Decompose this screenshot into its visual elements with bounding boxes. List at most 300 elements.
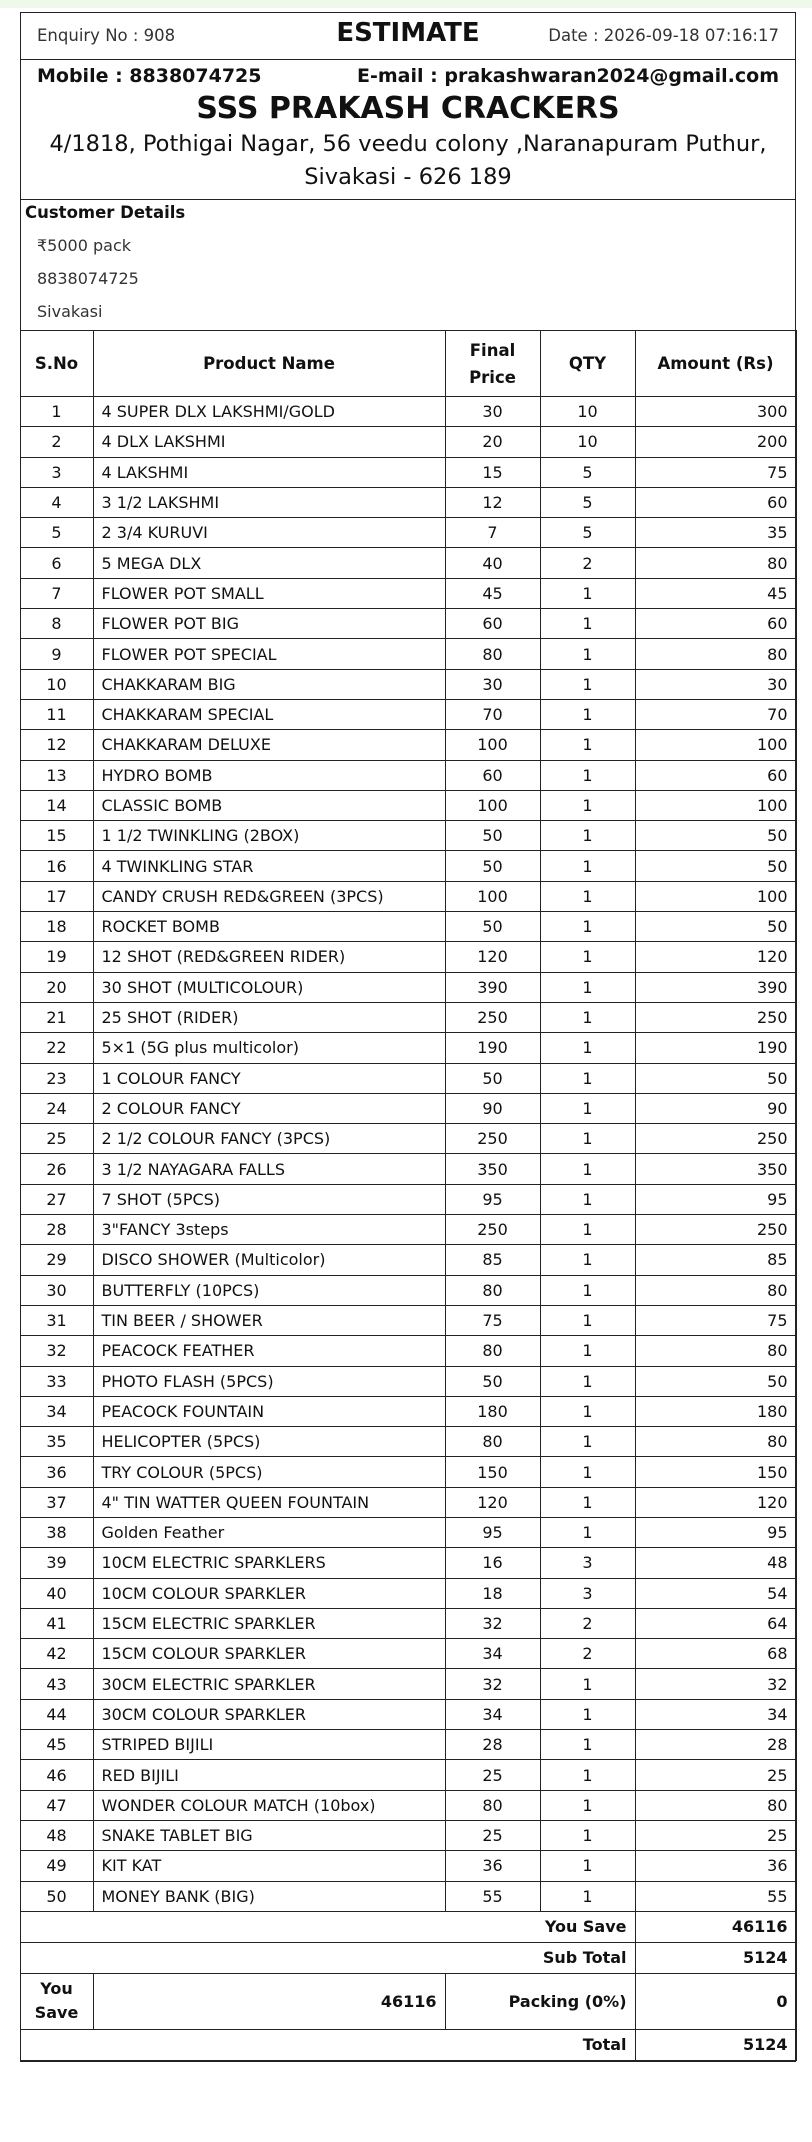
cell-product-name: TRY COLOUR (5PCS) (93, 1457, 445, 1487)
cell-amount: 300 (635, 397, 796, 427)
cell-sno: 1 (20, 397, 93, 427)
cell-amount: 200 (635, 427, 796, 457)
cell-final-price: 250 (445, 1215, 540, 1245)
table-row (20, 518, 796, 548)
cell-qty: 1 (540, 1396, 635, 1426)
header-product-name: Product Name (93, 331, 445, 397)
cell-qty: 1 (540, 1124, 635, 1154)
cell-sno: 42 (20, 1639, 93, 1669)
cell-qty: 1 (540, 1033, 635, 1063)
cell-amount: 350 (635, 1154, 796, 1184)
cell-product-name: 5 MEGA DLX (93, 548, 445, 578)
cell-qty: 1 (540, 730, 635, 760)
cell-qty: 1 (540, 1730, 635, 1760)
cell-final-price: 50 (445, 851, 540, 881)
cell-qty: 1 (540, 790, 635, 820)
packing-value: 0 (635, 1973, 796, 2029)
cell-amount: 95 (635, 1184, 796, 1214)
table-row (20, 1851, 796, 1881)
cell-qty: 1 (540, 1215, 635, 1245)
cell-qty: 1 (540, 609, 635, 639)
email-address: E-mail : prakashwaran2024@gmail.com (357, 65, 779, 87)
cell-sno: 7 (20, 578, 93, 608)
cell-product-name: 2 3/4 KURUVI (93, 518, 445, 548)
cell-amount: 60 (635, 487, 796, 517)
cell-product-name: 15CM COLOUR SPARKLER (93, 1639, 445, 1669)
cell-sno: 47 (20, 1790, 93, 1820)
cell-product-name: ROCKET BOMB (93, 912, 445, 942)
cell-product-name: 10CM ELECTRIC SPARKLERS (93, 1548, 445, 1578)
table-row (20, 972, 796, 1002)
cell-final-price: 55 (445, 1881, 540, 1911)
cell-final-price: 85 (445, 1245, 540, 1275)
cell-product-name: CHAKKARAM BIG (93, 669, 445, 699)
cell-sno: 20 (20, 972, 93, 1002)
cell-product-name: 12 SHOT (RED&GREEN RIDER) (93, 942, 445, 972)
cell-final-price: 30 (445, 397, 540, 427)
table-row (20, 1487, 796, 1517)
cell-final-price: 32 (445, 1608, 540, 1638)
contact-row (21, 59, 795, 90)
cell-amount: 45 (635, 578, 796, 608)
cell-final-price: 120 (445, 942, 540, 972)
cell-amount: 64 (635, 1608, 796, 1638)
table-header-row (20, 331, 796, 397)
cell-product-name: CLASSIC BOMB (93, 790, 445, 820)
cell-sno: 4 (20, 487, 93, 517)
table-row (20, 427, 796, 457)
cell-amount: 48 (635, 1548, 796, 1578)
cell-amount: 25 (635, 1820, 796, 1850)
cell-amount: 28 (635, 1730, 796, 1760)
cell-sno: 30 (20, 1275, 93, 1305)
cell-qty: 1 (540, 881, 635, 911)
you-save-left-value: 46116 (93, 1973, 445, 2029)
table-row (20, 1093, 796, 1123)
cell-qty: 5 (540, 487, 635, 517)
cell-qty: 1 (540, 1184, 635, 1214)
top-strip (0, 0, 812, 8)
cell-amount: 50 (635, 821, 796, 851)
cell-product-name: 10CM COLOUR SPARKLER (93, 1578, 445, 1608)
cell-product-name: CHAKKARAM DELUXE (93, 730, 445, 760)
cell-amount: 50 (635, 1063, 796, 1093)
cell-amount: 80 (635, 548, 796, 578)
cell-amount: 30 (635, 669, 796, 699)
total-label: Total (20, 2029, 635, 2060)
cell-qty: 1 (540, 1154, 635, 1184)
cell-sno: 34 (20, 1396, 93, 1426)
cell-final-price: 60 (445, 609, 540, 639)
cell-amount: 80 (635, 1427, 796, 1457)
cell-sno: 12 (20, 730, 93, 760)
cell-qty: 1 (540, 1699, 635, 1729)
cell-amount: 100 (635, 730, 796, 760)
cell-product-name: CANDY CRUSH RED&GREEN (3PCS) (93, 881, 445, 911)
cell-product-name: FLOWER POT SPECIAL (93, 639, 445, 669)
table-row (20, 548, 796, 578)
table-row (20, 1578, 796, 1608)
cell-sno: 3 (20, 457, 93, 487)
table-row (20, 457, 796, 487)
cell-product-name: KIT KAT (93, 1851, 445, 1881)
cell-sno: 41 (20, 1608, 93, 1638)
cell-final-price: 50 (445, 1366, 540, 1396)
cell-final-price: 60 (445, 760, 540, 790)
cell-sno: 2 (20, 427, 93, 457)
cell-sno: 49 (20, 1851, 93, 1881)
cell-amount: 50 (635, 912, 796, 942)
cell-qty: 2 (540, 1608, 635, 1638)
table-row (20, 1881, 796, 1911)
cell-sno: 14 (20, 790, 93, 820)
cell-final-price: 390 (445, 972, 540, 1002)
cell-sno: 18 (20, 912, 93, 942)
cell-final-price: 25 (445, 1820, 540, 1850)
table-row (20, 609, 796, 639)
table-row (20, 397, 796, 427)
table-row (20, 851, 796, 881)
cell-product-name: PEACOCK FOUNTAIN (93, 1396, 445, 1426)
cell-final-price: 28 (445, 1730, 540, 1760)
cell-qty: 10 (540, 397, 635, 427)
cell-sno: 17 (20, 881, 93, 911)
cell-product-name: DISCO SHOWER (Multicolor) (93, 1245, 445, 1275)
items-table (20, 330, 797, 2061)
estimate-date: Date : 2026-09-18 07:16:17 (548, 26, 779, 45)
cell-sno: 32 (20, 1336, 93, 1366)
header-amount: Amount (Rs) (635, 331, 796, 397)
cell-sno: 24 (20, 1093, 93, 1123)
cell-qty: 1 (540, 1851, 635, 1881)
estimate-title: ESTIMATE (336, 18, 480, 48)
cell-sno: 39 (20, 1548, 93, 1578)
cell-final-price: 80 (445, 1275, 540, 1305)
cell-product-name: HELICOPTER (5PCS) (93, 1427, 445, 1457)
cell-product-name: 5×1 (5G plus multicolor) (93, 1033, 445, 1063)
cell-amount: 100 (635, 790, 796, 820)
cell-final-price: 34 (445, 1639, 540, 1669)
cell-amount: 32 (635, 1669, 796, 1699)
packing-row (20, 1973, 796, 2029)
cell-qty: 1 (540, 699, 635, 729)
cell-qty: 1 (540, 1760, 635, 1790)
cell-final-price: 80 (445, 1427, 540, 1457)
cell-final-price: 34 (445, 1699, 540, 1729)
cell-product-name: 25 SHOT (RIDER) (93, 1002, 445, 1032)
cell-product-name: STRIPED BIJILI (93, 1730, 445, 1760)
cell-product-name: 4 TWINKLING STAR (93, 851, 445, 881)
you-save-left-label: You Save (20, 1973, 93, 2029)
sub-total-row (20, 1942, 796, 1973)
cell-product-name: Golden Feather (93, 1517, 445, 1547)
cell-sno: 31 (20, 1305, 93, 1335)
cell-amount: 60 (635, 760, 796, 790)
header-qty: QTY (540, 331, 635, 397)
cell-product-name: 3 1/2 LAKSHMI (93, 487, 445, 517)
cell-qty: 1 (540, 1366, 635, 1396)
cell-sno: 19 (20, 942, 93, 972)
table-row (20, 1820, 796, 1850)
cell-sno: 8 (20, 609, 93, 639)
total-row (20, 2029, 796, 2060)
cell-qty: 1 (540, 1517, 635, 1547)
cell-sno: 5 (20, 518, 93, 548)
cell-sno: 38 (20, 1517, 93, 1547)
cell-final-price: 90 (445, 1093, 540, 1123)
cell-amount: 68 (635, 1639, 796, 1669)
cell-product-name: PEACOCK FEATHER (93, 1336, 445, 1366)
cell-sno: 50 (20, 1881, 93, 1911)
cell-final-price: 25 (445, 1760, 540, 1790)
cell-amount: 250 (635, 1002, 796, 1032)
cell-final-price: 350 (445, 1154, 540, 1184)
cell-sno: 37 (20, 1487, 93, 1517)
cell-qty: 1 (540, 1305, 635, 1335)
cell-sno: 22 (20, 1033, 93, 1063)
cell-qty: 1 (540, 1427, 635, 1457)
cell-qty: 1 (540, 1275, 635, 1305)
cell-qty: 1 (540, 1790, 635, 1820)
table-row (20, 1396, 796, 1426)
header-sno: S.No (20, 331, 93, 397)
table-row (20, 1669, 796, 1699)
table-row (20, 1154, 796, 1184)
estimate-header (21, 13, 795, 59)
cell-product-name: 3"FANCY 3steps (93, 1215, 445, 1245)
cell-sno: 13 (20, 760, 93, 790)
table-row (20, 578, 796, 608)
cell-product-name: 4 LAKSHMI (93, 457, 445, 487)
cell-amount: 25 (635, 1760, 796, 1790)
table-row (20, 1760, 796, 1790)
sub-total-label: Sub Total (20, 1942, 635, 1973)
cell-product-name: 2 1/2 COLOUR FANCY (3PCS) (93, 1124, 445, 1154)
cell-qty: 1 (540, 1245, 635, 1275)
table-row (20, 1699, 796, 1729)
total-value: 5124 (635, 2029, 796, 2060)
cell-product-name: 2 COLOUR FANCY (93, 1093, 445, 1123)
cell-qty: 10 (540, 427, 635, 457)
cell-qty: 1 (540, 1002, 635, 1032)
cell-product-name: 4" TIN WATTER QUEEN FOUNTAIN (93, 1487, 445, 1517)
cell-sno: 6 (20, 548, 93, 578)
cell-qty: 1 (540, 578, 635, 608)
cell-final-price: 7 (445, 518, 540, 548)
cell-product-name: BUTTERFLY (10PCS) (93, 1275, 445, 1305)
cell-product-name: 15CM ELECTRIC SPARKLER (93, 1608, 445, 1638)
cell-amount: 250 (635, 1215, 796, 1245)
cell-final-price: 32 (445, 1669, 540, 1699)
table-row (20, 1245, 796, 1275)
cell-qty: 1 (540, 1487, 635, 1517)
cell-qty: 3 (540, 1548, 635, 1578)
summary-body (20, 1911, 796, 2060)
cell-sno: 36 (20, 1457, 93, 1487)
cell-amount: 180 (635, 1396, 796, 1426)
shop-name: SSS PRAKASH CRACKERS (196, 91, 620, 126)
table-row (20, 1427, 796, 1457)
cell-qty: 1 (540, 1093, 635, 1123)
cell-final-price: 100 (445, 790, 540, 820)
cell-final-price: 50 (445, 821, 540, 851)
cell-final-price: 250 (445, 1002, 540, 1032)
table-row (20, 669, 796, 699)
cell-final-price: 80 (445, 1336, 540, 1366)
cell-sno: 45 (20, 1730, 93, 1760)
cell-sno: 25 (20, 1124, 93, 1154)
table-row (20, 699, 796, 729)
cell-amount: 90 (635, 1093, 796, 1123)
table-row (20, 639, 796, 669)
cell-final-price: 50 (445, 1063, 540, 1093)
cell-qty: 1 (540, 821, 635, 851)
cell-sno: 35 (20, 1427, 93, 1457)
cell-product-name: HYDRO BOMB (93, 760, 445, 790)
cell-amount: 54 (635, 1578, 796, 1608)
cell-qty: 1 (540, 1881, 635, 1911)
cell-sno: 15 (20, 821, 93, 851)
cell-qty: 1 (540, 1336, 635, 1366)
cell-product-name: 4 DLX LAKSHMI (93, 427, 445, 457)
cell-final-price: 120 (445, 1487, 540, 1517)
header-final-price-label: Final Price (469, 340, 516, 387)
cell-amount: 60 (635, 609, 796, 639)
cell-qty: 1 (540, 1063, 635, 1093)
cell-amount: 75 (635, 1305, 796, 1335)
cell-final-price: 45 (445, 578, 540, 608)
you-save-value: 46116 (635, 1911, 796, 1942)
cell-final-price: 36 (445, 1851, 540, 1881)
cell-sno: 28 (20, 1215, 93, 1245)
cell-amount: 80 (635, 639, 796, 669)
cell-sno: 16 (20, 851, 93, 881)
you-save-row (20, 1911, 796, 1942)
cell-sno: 48 (20, 1820, 93, 1850)
cell-qty: 1 (540, 760, 635, 790)
sub-total-value: 5124 (635, 1942, 796, 1973)
cell-sno: 26 (20, 1154, 93, 1184)
cell-product-name: RED BIJILI (93, 1760, 445, 1790)
cell-amount: 35 (635, 518, 796, 548)
cell-product-name: WONDER COLOUR MATCH (10box) (93, 1790, 445, 1820)
cell-sno: 27 (20, 1184, 93, 1214)
customer-name: ₹5000 pack (37, 236, 132, 255)
cell-product-name: 3 1/2 NAYAGARA FALLS (93, 1154, 445, 1184)
table-row (20, 730, 796, 760)
cell-sno: 9 (20, 639, 93, 669)
cell-product-name: 7 SHOT (5PCS) (93, 1184, 445, 1214)
table-row (20, 1002, 796, 1032)
table-row (20, 1608, 796, 1638)
cell-qty: 2 (540, 1639, 635, 1669)
cell-final-price: 15 (445, 457, 540, 487)
cell-qty: 1 (540, 669, 635, 699)
cell-amount: 55 (635, 1881, 796, 1911)
table-row (20, 912, 796, 942)
cell-final-price: 20 (445, 427, 540, 457)
cell-product-name: 30CM COLOUR SPARKLER (93, 1699, 445, 1729)
table-row (20, 790, 796, 820)
cell-qty: 3 (540, 1578, 635, 1608)
cell-sno: 21 (20, 1002, 93, 1032)
cell-final-price: 95 (445, 1517, 540, 1547)
cell-final-price: 250 (445, 1124, 540, 1154)
cell-product-name: MONEY BANK (BIG) (93, 1881, 445, 1911)
table-row (20, 1457, 796, 1487)
cell-final-price: 150 (445, 1457, 540, 1487)
table-row (20, 1366, 796, 1396)
cell-final-price: 40 (445, 548, 540, 578)
table-row (20, 1730, 796, 1760)
you-save-label: You Save (20, 1911, 635, 1942)
cell-sno: 11 (20, 699, 93, 729)
cell-amount: 250 (635, 1124, 796, 1154)
table-row (20, 487, 796, 517)
table-row (20, 1790, 796, 1820)
cell-qty: 1 (540, 1669, 635, 1699)
cell-final-price: 12 (445, 487, 540, 517)
cell-amount: 80 (635, 1790, 796, 1820)
cell-qty: 1 (540, 942, 635, 972)
cell-amount: 36 (635, 1851, 796, 1881)
table-row (20, 821, 796, 851)
cell-amount: 120 (635, 1487, 796, 1517)
table-row (20, 1215, 796, 1245)
cell-qty: 1 (540, 912, 635, 942)
cell-final-price: 50 (445, 912, 540, 942)
cell-final-price: 16 (445, 1548, 540, 1578)
table-row (20, 1184, 796, 1214)
cell-final-price: 80 (445, 639, 540, 669)
cell-amount: 150 (635, 1457, 796, 1487)
cell-final-price: 80 (445, 1790, 540, 1820)
cell-sno: 10 (20, 669, 93, 699)
cell-product-name: 4 SUPER DLX LAKSHMI/GOLD (93, 397, 445, 427)
cell-amount: 70 (635, 699, 796, 729)
estimate-sheet (20, 12, 796, 2062)
table-row (20, 881, 796, 911)
table-row (20, 1063, 796, 1093)
cell-amount: 50 (635, 1366, 796, 1396)
cell-sno: 40 (20, 1578, 93, 1608)
enquiry-number: Enquiry No : 908 (37, 26, 176, 45)
table-row (20, 760, 796, 790)
cell-qty: 1 (540, 639, 635, 669)
cell-product-name: TIN BEER / SHOWER (93, 1305, 445, 1335)
cell-amount: 95 (635, 1517, 796, 1547)
customer-phone: 8838074725 (37, 269, 139, 288)
cell-amount: 390 (635, 972, 796, 1002)
table-row (20, 942, 796, 972)
packing-label: Packing (0%) (445, 1973, 635, 2029)
cell-product-name: 30CM ELECTRIC SPARKLER (93, 1669, 445, 1699)
cell-product-name: FLOWER POT BIG (93, 609, 445, 639)
table-row (20, 1275, 796, 1305)
items-body (20, 397, 796, 1912)
cell-qty: 1 (540, 851, 635, 881)
cell-final-price: 95 (445, 1184, 540, 1214)
cell-amount: 100 (635, 881, 796, 911)
cell-product-name: 1 COLOUR FANCY (93, 1063, 445, 1093)
customer-details-heading: Customer Details (25, 203, 186, 222)
cell-final-price: 190 (445, 1033, 540, 1063)
cell-qty: 1 (540, 972, 635, 1002)
cell-qty: 1 (540, 1820, 635, 1850)
cell-amount: 85 (635, 1245, 796, 1275)
header-final-price (445, 331, 540, 397)
shop-address: 4/1818, Pothigai Nagar, 56 veedu colony ,Naranapuram Puthur, Sivakasi - 626 189 (49, 131, 767, 190)
